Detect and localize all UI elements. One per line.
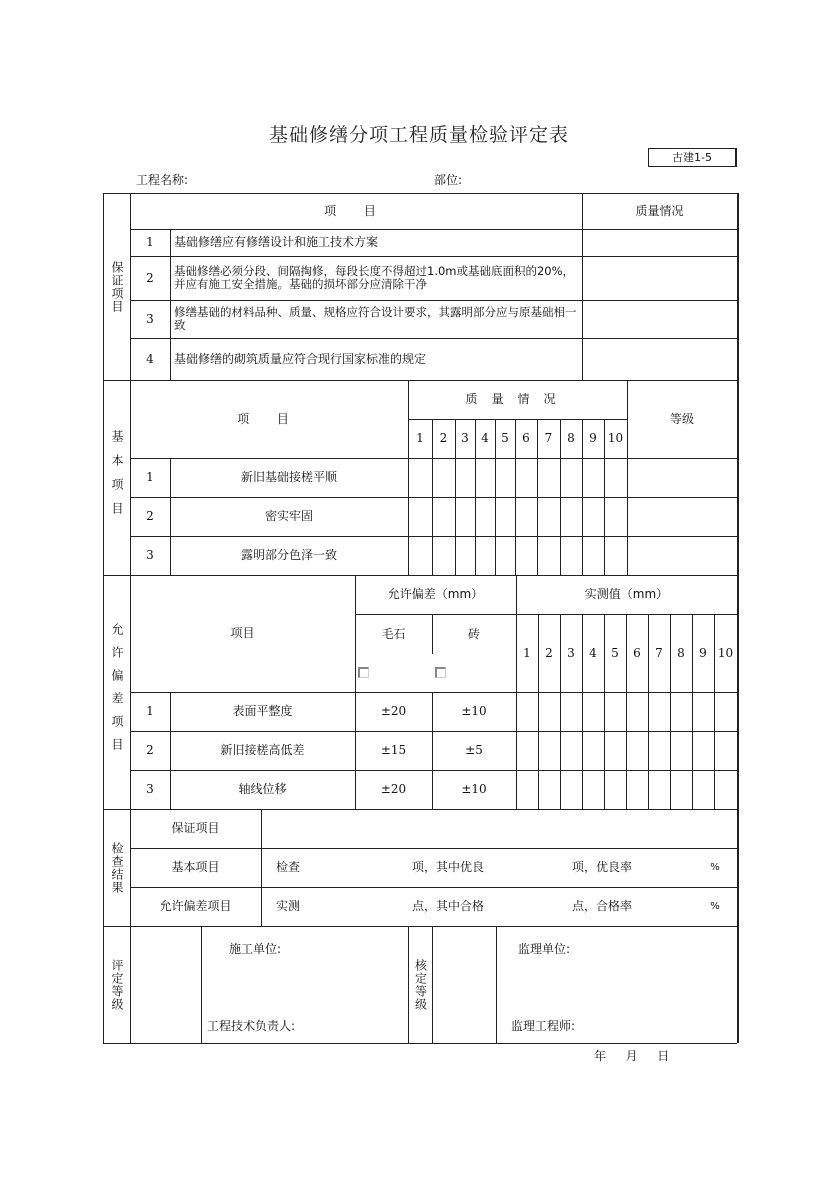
basic-quality-col-5: 5 [501,431,509,445]
guarantee-row-1-text: 基础修缮应有修缮设计和施工技术方案 [174,235,379,249]
results-tol-label: 允许偏差项目 [159,899,232,913]
tolerance-header-item: 项目 [230,626,255,640]
results-tol-rate: 点，合格率 [572,899,633,913]
tolerance-row-1-text: 表面平整度 [232,704,293,718]
results-guarantee-label: 保证项目 [171,821,220,835]
brick-checkbox[interactable] [435,667,446,678]
measured-col-3: 3 [567,645,575,660]
basic-row-3-no: 3 [146,548,154,562]
form-title: 基础修缮分项工程质量检验评定表 [268,124,569,146]
results-tol-mid: 点，其中合格 [412,899,485,913]
basic-row-2-text: 密实牢固 [264,509,313,523]
basic-header-item-text: 项 目 [237,411,301,426]
section-label-basic [103,380,130,575]
tolerance-row-3-text: 轴线位移 [238,782,287,796]
tech-lead-label: 工程技术负责人: [207,1019,296,1033]
section-label-guarantee-text: 保证项目 [110,260,124,313]
guarantee-row-3-no: 3 [146,311,154,326]
tolerance-row-2-text: 新旧接槎高低差 [220,743,305,757]
basic-quality-col-1: 1 [416,431,424,445]
guarantee-header-quality: 质量情况 [635,203,684,218]
section-label-results [103,809,130,926]
project-name-label: 工程名称: [136,173,189,187]
measured-col-4: 4 [589,645,597,660]
basic-header-quality-text: 质量情况 [465,392,570,406]
tolerance-row-3-brick: ±10 [461,782,487,796]
measured-col-9: 9 [699,645,707,660]
measured-col-2: 2 [545,645,553,660]
guarantee-row-2-no: 2 [146,270,154,285]
basic-row-3-text: 露明部分色泽一致 [240,548,337,562]
verify-grade-label [408,926,432,1043]
basic-quality-col-10: 10 [607,431,624,445]
engineer-label: 监理工程师: [511,1019,576,1033]
basic-header-quality [408,380,627,419]
location-label: 部位: [434,173,463,187]
guarantee-row-2-quality[interactable] [582,256,737,300]
rating-grade-value[interactable] [130,926,201,1043]
guarantee-header-item-text: 项 目 [324,203,388,218]
measured-col-10: 10 [717,645,734,660]
guarantee-row-4-quality[interactable] [582,338,737,380]
basic-quality-col-9: 9 [589,431,597,445]
form-code-badge: 古建1-5 [648,148,737,167]
section-label-results-text: 检查结果 [110,841,124,894]
tolerance-sub-stone: 毛石 [381,626,406,641]
guarantee-header-item [130,193,582,229]
tolerance-header-measured: 实测值（mm） [584,587,669,601]
guarantee-row-3-quality[interactable] [582,300,737,338]
basic-header-item [130,380,408,458]
tolerance-row-2-brick: ±5 [465,743,483,757]
basic-row-2-no: 2 [146,509,154,523]
results-tol-pct: % [710,901,720,912]
section-label-guarantee [103,193,130,380]
guarantee-row-1-quality[interactable] [582,229,737,256]
basic-quality-col-2: 2 [439,431,448,445]
guarantee-row-2-text: 基础修缮必须分段、间隔掏修，每段长度不得超过1.0m或基础底面积的20%，并应有施工安全措施。基础的损坏部分应清除干净 [174,264,575,291]
date-label: 年 月 日 [594,1049,670,1063]
section-label-basic-text: 基本项目 [110,429,124,526]
verify-grade-label-text: 核定等级 [413,958,428,1011]
results-basic-pct: % [710,862,720,873]
tolerance-row-3-no: 3 [146,782,154,796]
measured-col-8: 8 [677,645,685,660]
results-basic-mid: 项，其中优良 [412,860,485,874]
constructor-label: 施工单位: [229,942,282,956]
supervisor-label: 监理单位: [518,942,571,956]
verify-grade-value[interactable] [432,926,496,1043]
section-label-tolerance [103,575,130,809]
basic-quality-col-6: 6 [522,431,530,445]
results-guarantee-value[interactable] [261,809,737,848]
guarantee-row-4-text: 基础修缮的砌筑质量应符合现行国家标准的规定 [174,351,427,366]
basic-header-grade: 等级 [669,411,694,426]
guarantee-row-1-no: 1 [146,235,154,249]
measured-col-5: 5 [611,645,619,660]
tolerance-row-1-brick: ±10 [461,704,487,718]
results-basic-rate: 项，优良率 [572,860,633,874]
section-label-tolerance-text: 允许偏差项目 [110,623,124,761]
results-tol-measured: 实测 [276,899,301,913]
tolerance-row-2-stone: ±15 [380,743,407,757]
guarantee-row-4-no: 4 [146,351,154,366]
stone-checkbox[interactable] [358,667,369,678]
tolerance-sub-brick: 砖 [467,626,480,641]
guarantee-row-3-text: 修缮基础的材料品种、质量、规格应符合设计要求，其露明部分应与原基础相一致 [174,305,577,332]
measured-col-6: 6 [633,645,641,660]
measured-col-1: 1 [523,645,531,660]
basic-quality-col-4: 4 [481,431,489,445]
tolerance-header-allowed: 允许偏差（mm） [387,587,484,601]
basic-quality-col-7: 7 [544,431,553,445]
tolerance-row-2-no: 2 [146,743,154,757]
measured-col-7: 7 [655,645,663,660]
results-basic-label: 基本项目 [171,860,220,874]
results-basic-check: 检查 [276,860,301,874]
section-label-rating-text: 评定等级 [110,958,124,1011]
tolerance-row-1-stone: ±20 [380,704,407,718]
basic-row-1-text: 新旧基础接槎平顺 [240,470,337,484]
tolerance-row-3-stone: ±20 [380,782,407,796]
basic-quality-col-3: 3 [461,431,469,445]
tolerance-row-1-no: 1 [146,704,154,718]
basic-row-1-no: 1 [146,470,154,484]
section-label-rating [103,926,130,1043]
basic-quality-col-8: 8 [567,431,575,445]
